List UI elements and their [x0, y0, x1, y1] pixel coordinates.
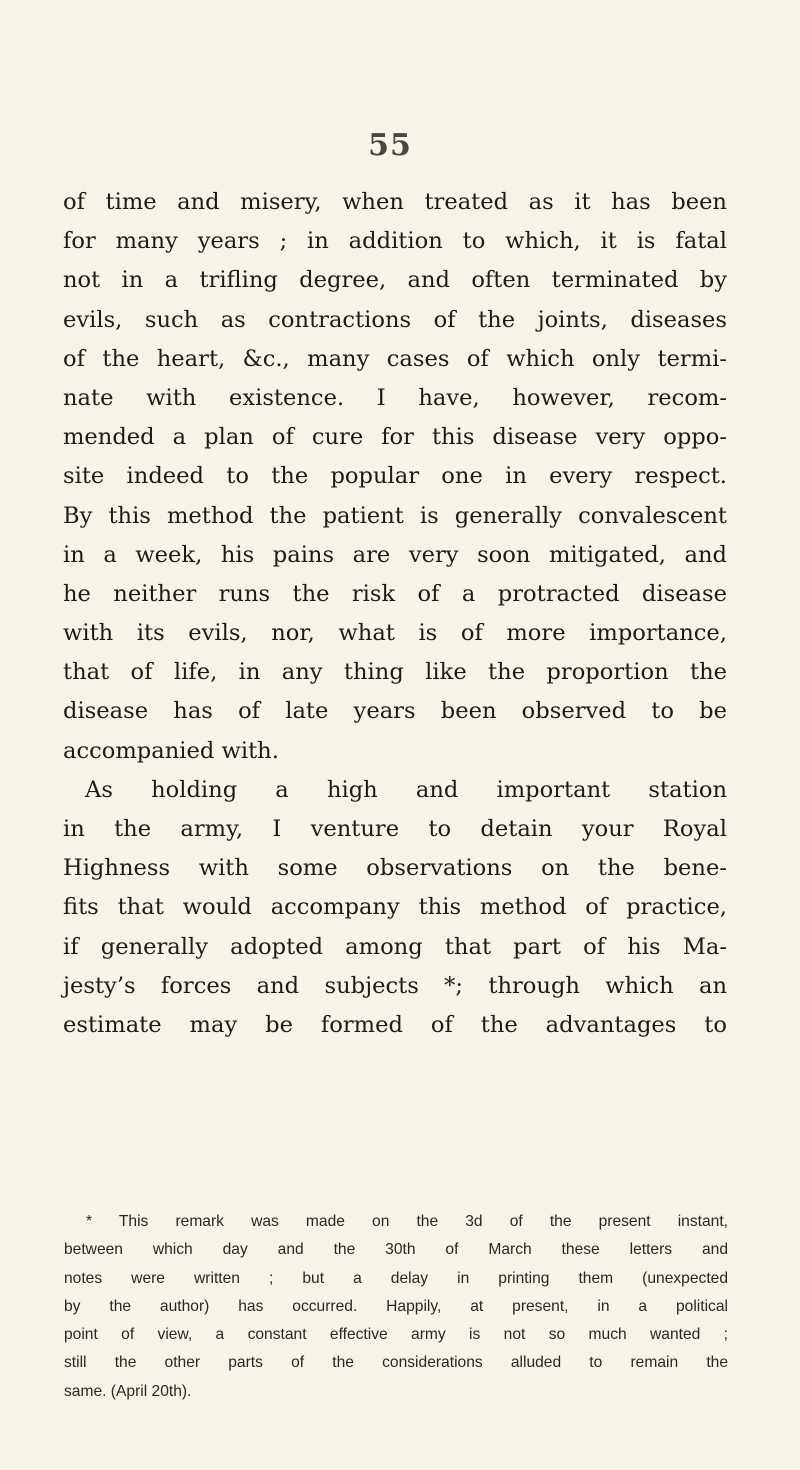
- body-text: [63, 183, 727, 1045]
- body-line: site indeed to the popular one in every respect.: [63, 463, 727, 490]
- body-line: that of life, in any thing like the proportion the: [63, 659, 727, 686]
- body-line: Highness with some observations on the bene-: [63, 855, 727, 882]
- body-line: of time and misery, when treated as it has been: [63, 189, 727, 215]
- body-line: nate with existence. I have, however, recom-: [63, 384, 727, 411]
- body-line: of the heart, &c., many cases of which only termi-: [63, 345, 727, 372]
- footnote-line: notes were written ; but a delay in printing them (unexpected: [64, 1269, 728, 1287]
- footnote-line: still the other parts of the considerations alluded to remain the: [64, 1354, 728, 1372]
- body-line: By this method the patient is generally convalescent: [63, 502, 727, 529]
- body-line: for many years ; in addition to which, it is fatal: [63, 228, 727, 255]
- body-line: evils, such as contractions of the joints, diseases: [63, 306, 727, 333]
- body-line: disease has of late years been observed to be: [63, 698, 727, 725]
- body-line: not in a trifling degree, and often terminated by: [63, 267, 727, 294]
- body-line: accompanied with.: [63, 737, 279, 764]
- body-line: if generally adopted among that part of his Ma-: [63, 933, 727, 960]
- body-line: jesty’s forces and subjects *; through which an: [63, 972, 727, 999]
- body-line: As holding a high and important station: [85, 776, 727, 803]
- footnote-line: between which day and the 30th of March these letters and: [64, 1241, 728, 1259]
- page-number: 55: [368, 128, 412, 163]
- footnote: [64, 1208, 728, 1406]
- footnote-line: by the author) has occurred. Happily, at present, in a political: [64, 1297, 728, 1315]
- footnote-line: point of view, a constant effective army is not so much wanted ;: [64, 1326, 728, 1344]
- body-line: mended a plan of cure for this disease very oppo-: [63, 424, 727, 451]
- body-line: estimate may be formed of the advantages to: [63, 1011, 727, 1038]
- body-line: in a week, his pains are very soon mitigated, and: [63, 541, 727, 568]
- body-line: in the army, I venture to detain your Royal: [63, 816, 727, 842]
- footnote-line: same. (April 20th).: [64, 1382, 192, 1400]
- footnote-line: * This remark was made on the 3d of the present instant,: [86, 1213, 728, 1230]
- body-line: he neither runs the risk of a protracted disease: [63, 580, 727, 607]
- body-line: fits that would accompany this method of practice,: [63, 894, 727, 921]
- body-line: with its evils, nor, what is of more importance,: [63, 620, 727, 647]
